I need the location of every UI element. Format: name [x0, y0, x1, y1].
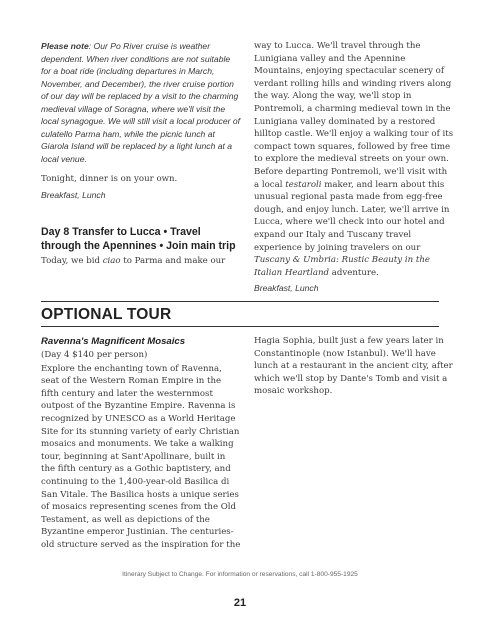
tour-details: (Day 4 $140 per person): [41, 350, 148, 360]
section-rule-top: [41, 301, 439, 302]
optional-tour-left-column: [41, 335, 241, 552]
day8-heading: Day 8 Transfer to Lucca • Travel through the Apennines • Join main trip: [41, 226, 236, 253]
tour-title: Ravenna's Magnificent Mosaics: [41, 336, 186, 347]
day8-text-a-left: to Parma and make our: [120, 256, 226, 267]
page-number: 21: [233, 597, 247, 609]
optional-tour-title: OPTIONAL TOUR: [41, 306, 172, 323]
tour-description-continued: Hagia Sophia, built just a few years later in Constantinople (now Istanbul). We'll have lunch at a restaurant in the ancient city, after which we'll stop by Dante's Tomb and visit a mosaic workshop.: [254, 336, 453, 397]
day8-text-intro: Today, we bid: [41, 256, 103, 267]
po-river-note: [41, 40, 241, 165]
top-right-column: [254, 40, 454, 295]
note-label: Please note: [41, 41, 89, 51]
day8-trip-name: Tuscany & Umbria: Rustic Beauty in the Italian Heartland: [254, 255, 430, 278]
day8-paragraph-cont: [254, 40, 454, 279]
section-rule-bottom: [41, 326, 439, 327]
dinner-note: Tonight, dinner is on your own.: [41, 174, 178, 184]
tour-description: Explore the enchanting town of Ravenna, seat of the Western Roman Empire in the fifth century and later the westernmost outpost of the Byzantine Empire. Ravenna is recognized by UNESCO as a World Heritage Site for its stunning variety of early Christian mosaics and monuments. We take a walking tour, beginning at Sant'Apollinare, built in the fifth century as a Gothic baptistery, and continuing to the 1,400-year-old Basilica di San Vitale. The Basilica hosts a unique series of mosaics representing scenes from the Old Testament, as well as depictions of the Byzantine emperor Justinian. The centuries-old structure served as the inspiration for the: [41, 363, 241, 550]
note-text: : Our Po River cruise is weather dependent. When river conditions are not suitable for a boat ride (including departures in March, November, and December), the river cruise portion of our day will be replaced by a visit to the charming medieval village of Soragna, where we'll visit the local synagogue. We will still visit a local producer of culatello Parma ham, while the picnic lunch at Giarola Island will be replaced by a light lunch at a local venue.: [41, 41, 241, 164]
day8-text-c: adventure.: [329, 267, 379, 278]
day8-ciao: ciao: [102, 256, 121, 267]
day7-meals: Breakfast, Lunch: [41, 189, 106, 200]
optional-tour-right-column: [254, 335, 454, 398]
top-left-column: [41, 40, 241, 268]
day8-testaroli: testaroli: [285, 179, 322, 190]
day8-text-a: way to Lucca. We'll travel through the Lunigiana valley and the Apennine Mountains, enjoying spectacular scenery of verdant rolling hills and winding rivers along the way. Along the way, we'll stop in Pontremoli, a charming medieval town in the Lunigiana valley dominated by a restored hilltop castle. We'll enjoy a walking tour of its compact town squares, followed by free time to explore the medieval streets on your own. Before departing Pontremoli, we'll visit with a local: [254, 41, 454, 190]
footer-text: Itinerary Subject to Change. For information or reservations, call 1-800-955-1925: [122, 571, 358, 578]
day8-paragraph-start: [41, 255, 241, 268]
day8-meals: Breakfast, Lunch: [254, 283, 319, 294]
day8-text-b: maker, and learn about this unusual regional pasta made from egg-free dough, and enjoy lunch. Later, we'll arrive in Lucca, where we'll check into our hotel and expand our Italy and Tuscany travel experience by joining travelers on our: [254, 179, 450, 253]
